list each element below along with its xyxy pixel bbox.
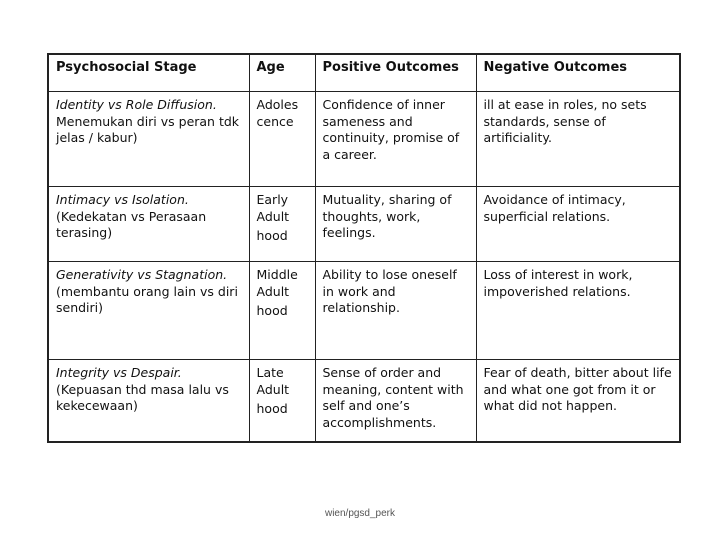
age-line: Late: [256, 365, 284, 380]
stage-note: (membantu orang lain vs diri sendiri): [56, 283, 238, 315]
stage-name: Integrity vs Despair.: [56, 365, 182, 380]
age-line: hood: [256, 401, 288, 416]
age-cell: [249, 262, 315, 360]
age-cell: [249, 187, 315, 262]
table-row: [48, 187, 680, 262]
header-psychosocial-stage: Psychosocial Stage: [48, 54, 249, 92]
negative-outcome-cell: Loss of interest in work, impoverished relations.: [476, 262, 680, 360]
positive-outcome-cell: Mutuality, sharing of thoughts, work, feelings.: [315, 187, 476, 262]
negative-outcome-cell: ill at ease in roles, no sets standards, sense of artificiality.: [476, 92, 680, 187]
age-line: Adult: [256, 381, 290, 397]
table-row: [48, 360, 680, 443]
age-line: hood: [256, 228, 288, 243]
age-line: Adoles: [256, 97, 299, 112]
age-line: Middle: [256, 267, 298, 282]
footer-credit: wien/pgsd_perk: [324, 508, 396, 519]
psychosocial-stages-table: [47, 53, 681, 443]
table-header-row: [48, 54, 680, 92]
stage-name: Intimacy vs Isolation.: [56, 192, 189, 207]
age-line: Adult: [256, 283, 290, 299]
table-row: [48, 262, 680, 360]
age-line: hood: [256, 303, 288, 318]
age-cell: [249, 92, 315, 187]
positive-outcome-cell: Sense of order and meaning, content with self and one’s accomplishments.: [315, 360, 476, 443]
table-row: [48, 92, 680, 187]
stage-cell: [48, 187, 249, 262]
stage-note: (Kedekatan vs Perasaan terasing): [56, 208, 207, 240]
stage-cell: [48, 360, 249, 443]
stage-name: Identity vs Role Diffusion.: [56, 97, 217, 112]
negative-outcome-cell: Avoidance of intimacy, superficial relations.: [476, 187, 680, 262]
negative-outcome-cell: Fear of death, bitter about life and what one got from it or what did not happen.: [476, 360, 680, 443]
positive-outcome-cell: Confidence of inner sameness and continuity, promise of a career.: [315, 92, 476, 187]
positive-outcome-cell: Ability to lose oneself in work and relationship.: [315, 262, 476, 360]
header-negative-outcomes: Negative Outcomes: [476, 54, 680, 92]
age-line: cence: [256, 113, 294, 129]
stage-note: Menemukan diri vs peran tdk jelas / kabur): [56, 113, 240, 145]
stage-cell: [48, 92, 249, 187]
stage-cell: [48, 262, 249, 360]
stage-name: Generativity vs Stagnation.: [56, 267, 228, 282]
age-cell: [249, 360, 315, 443]
header-age: Age: [249, 54, 315, 92]
header-positive-outcomes: Positive Outcomes: [315, 54, 476, 92]
age-line: Early: [256, 192, 289, 207]
age-line: Adult: [256, 208, 290, 224]
stage-note: (Kepuasan thd masa lalu vs kekecewaan): [56, 381, 229, 413]
